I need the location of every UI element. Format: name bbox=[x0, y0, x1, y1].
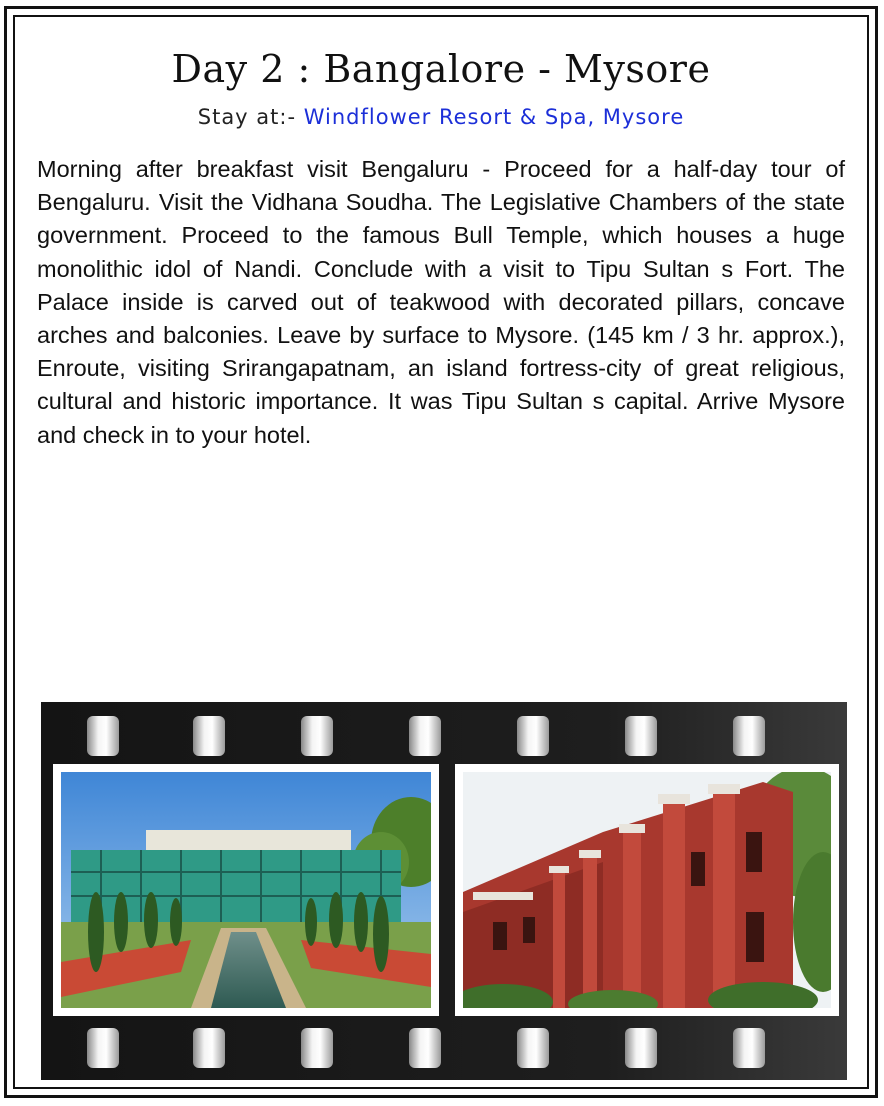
hotel-name: Windflower Resort & Spa, Mysore bbox=[303, 105, 685, 129]
red-building-image bbox=[463, 772, 831, 1008]
sprocket-hole bbox=[517, 716, 549, 756]
stay-prefix: Stay at:- bbox=[197, 105, 304, 129]
red-museum-building-photo bbox=[455, 764, 839, 1016]
day-title: Day 2 : Bangalore - Mysore bbox=[171, 47, 711, 91]
sprocket-hole bbox=[625, 1028, 657, 1068]
stay-line bbox=[15, 105, 867, 129]
sprocket-hole bbox=[193, 716, 225, 756]
itinerary-description: Morning after breakfast visit Bengaluru - Proceed for a half-day tour of Bengaluru. Visit the Vidhana Soudha. The Legislative Chambers of the state government. Proceed to the famous Bull Temple, which houses a huge monolithic idol of Nandi. Conclude with a visit to Tipu Sultan s Fort. The Palace inside is carved out of teakwood with decorated pillars, concave arches and balconies. Leave by surface to Mysore. (145 km / 3 hr. approx.), Enroute, visiting Srirangapatnam, an island fortress-city of great religious, cultural and historic importance. It was Tipu Sultan s capital. Arrive Mysore and check in to your hotel. bbox=[37, 156, 845, 448]
sprocket-hole bbox=[301, 716, 333, 756]
sprocket-hole bbox=[625, 716, 657, 756]
palace-garden-photo bbox=[53, 764, 439, 1016]
sprocket-hole bbox=[733, 1028, 765, 1068]
sprocket-hole bbox=[193, 1028, 225, 1068]
sprocket-hole bbox=[87, 1028, 119, 1068]
palace-garden-image bbox=[61, 772, 431, 1008]
sprocket-hole bbox=[733, 716, 765, 756]
sprocket-hole bbox=[301, 1028, 333, 1068]
sprocket-hole bbox=[409, 1028, 441, 1068]
sprocket-hole bbox=[517, 1028, 549, 1068]
sprocket-hole bbox=[87, 716, 119, 756]
sprocket-hole bbox=[409, 716, 441, 756]
page-border bbox=[4, 6, 878, 1098]
film-strip bbox=[41, 702, 847, 1080]
content-frame bbox=[13, 15, 869, 1089]
